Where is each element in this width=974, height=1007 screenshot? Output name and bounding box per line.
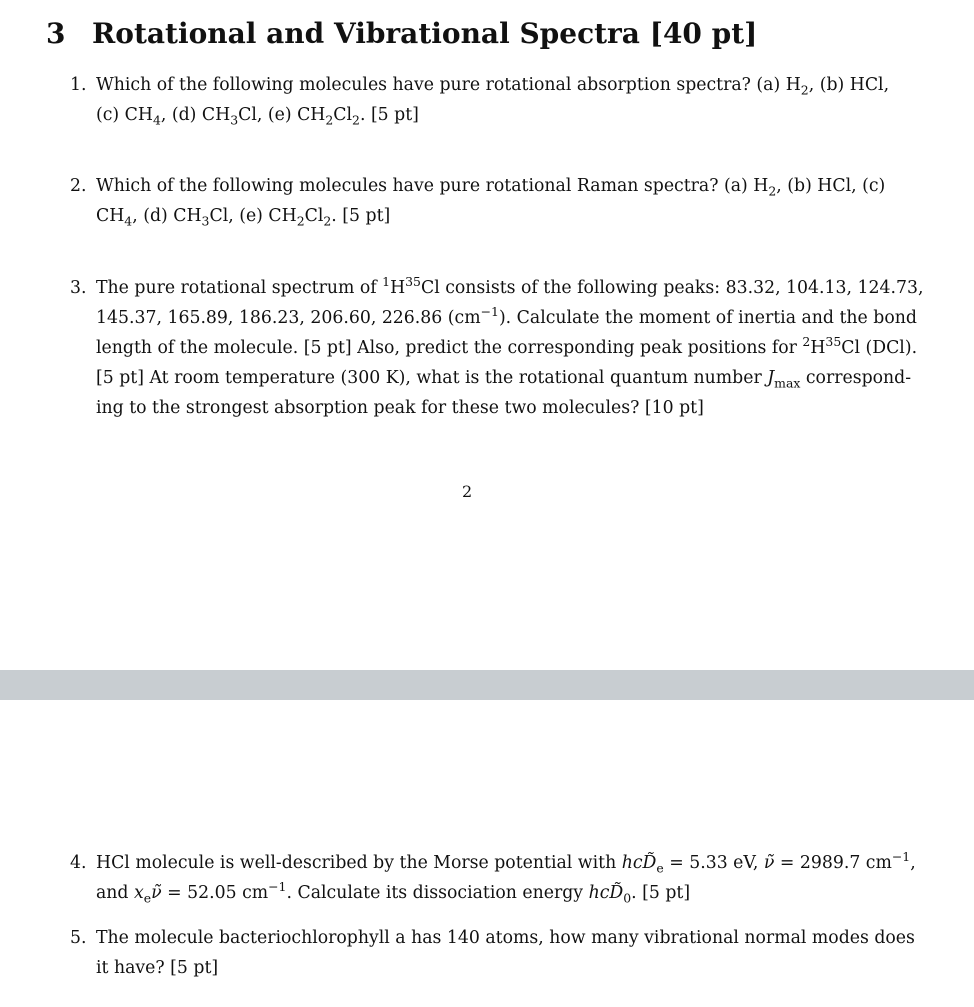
question-line: and $x_e\nũ = 52.05$ $cm^{-1}$. Calculate its dissociation energy $hcD̃_0$. [5 pt] bbox=[96, 879, 691, 906]
question-number: 2. bbox=[70, 176, 87, 196]
section-number: 3 bbox=[46, 17, 66, 50]
page-number: 2 bbox=[462, 482, 473, 501]
question-3 bbox=[70, 273, 924, 423]
section-title: Rotational and Vibrational Spectra [40 pt] bbox=[92, 17, 758, 50]
question-line: The molecule bacteriochlorophyll a has 140 atoms, how many vibrational normal modes does bbox=[96, 928, 915, 948]
question-4 bbox=[70, 848, 916, 908]
question-2 bbox=[70, 171, 900, 231]
question-text bbox=[96, 923, 915, 983]
question-number: 4. bbox=[70, 853, 87, 873]
page-separator bbox=[0, 670, 974, 700]
question-line: Which of the following molecules have pure rotational absorption spectra? (a) $H_2$, (b) HCl, bbox=[96, 75, 890, 98]
question-5 bbox=[70, 923, 915, 983]
question-text bbox=[96, 848, 916, 908]
question-number: 1. bbox=[70, 75, 87, 95]
question-line: ing to the strongest absorption peak for these two molecules? [10 pt] bbox=[96, 398, 704, 418]
question-line: The pure rotational spectrum of $^1H^{35}Cl$ consists of the following peaks: 83.32, 104.13, 124.73, bbox=[96, 274, 924, 298]
question-line: (c) $CH_4$, (d) $CH_3Cl$, (e) $CH_2Cl_2$. [5 pt] bbox=[96, 105, 419, 128]
question-number: 3. bbox=[70, 278, 87, 298]
question-line: $CH_4$, (d) $CH_3Cl$, (e) $CH_2Cl_2$. [5 pt] bbox=[96, 206, 391, 229]
question-text bbox=[96, 171, 900, 231]
section-heading bbox=[46, 14, 757, 54]
question-text bbox=[96, 70, 900, 130]
question-number: 5. bbox=[70, 928, 87, 948]
question-line: HCl molecule is well-described by the Morse potential with $hcD̃_e = 5.33$ eV, ν̃ = 2989.7 $cm^{-1}$, bbox=[96, 849, 916, 876]
question-1 bbox=[70, 70, 900, 130]
question-line: [5 pt] At room temperature (300 K), what is the rotational quantum number $J_{max}$ correspond- bbox=[96, 368, 912, 391]
question-line: it have? [5 pt] bbox=[96, 958, 219, 978]
question-text bbox=[96, 273, 924, 423]
question-line: length of the molecule. [5 pt] Also, predict the corresponding peak positions for $^2H^{35}Cl$ (DCl). bbox=[96, 334, 918, 358]
question-line: Which of the following molecules have pure rotational Raman spectra? (a) $H_2$, (b) HCl, (c) bbox=[96, 176, 886, 199]
question-line: 145.37, 165.89, 186.23, 206.60, 226.86 $(cm^{-1})$. Calculate the moment of inertia and the bond bbox=[96, 304, 917, 328]
